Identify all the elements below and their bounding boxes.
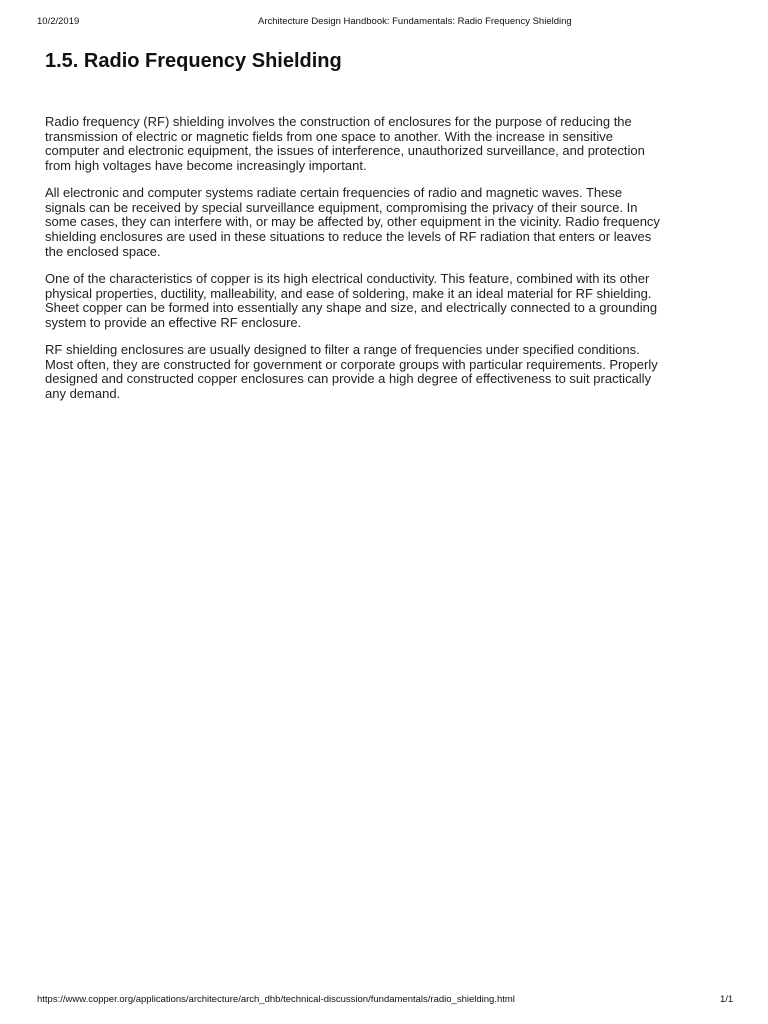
paragraph-line: physical properties, ductility, malleability, and ease of soldering, make it an ideal material for RF shielding. xyxy=(45,285,652,301)
paragraph-line: Most often, they are constructed for government or corporate groups with particular requirements. Properly xyxy=(45,356,658,372)
paragraph-line: RF shielding enclosures are usually designed to filter a range of frequencies under specified conditions. xyxy=(45,342,640,358)
paragraph-line: the enclosed space. xyxy=(45,243,161,259)
paragraph-line: from high voltages have become increasingly important. xyxy=(45,157,367,173)
paragraph-line: some cases, they can interfere with, or may be affected by, other equipment in the vicinity. Radio frequency xyxy=(45,214,660,230)
paragraph-line: All electronic and computer systems radiate certain frequencies of radio and magnetic waves. These xyxy=(45,185,623,201)
print-footer-url: https://www.copper.org/applications/architecture/arch_dhb/technical-discussion/fundamentals/radio_shielding.html xyxy=(37,994,515,1005)
paragraph-line: Radio frequency (RF) shielding involves the construction of enclosures for the purpose of reducing the xyxy=(45,114,632,129)
paragraph-1 xyxy=(45,115,735,173)
paragraph-line: any demand. xyxy=(45,385,121,401)
print-header-date: 10/2/2019 xyxy=(37,16,80,27)
paragraph-line: Sheet copper can be formed into essentially any shape and size, and electrically connected to a grounding xyxy=(45,300,658,316)
paragraph-line: signals can be received by special surveillance equipment, compromising the privacy of their source. In xyxy=(45,199,638,215)
paragraph-line: system to provide an effective RF enclosure. xyxy=(45,314,302,330)
paragraph-line: shielding enclosures are used in these situations to reduce the levels of RF radiation that enters or leaves xyxy=(45,228,652,244)
paragraph-4 xyxy=(45,343,735,401)
paragraph-2 xyxy=(45,186,735,259)
page-title: 1.5. Radio Frequency Shielding xyxy=(45,50,342,72)
paragraph-line: One of the characteristics of copper is its high electrical conductivity. This feature, combined with its other xyxy=(45,270,650,286)
print-footer-page-number: 1/1 xyxy=(720,994,734,1005)
paragraph-line: transmission of electric or magnetic fields from one space to another. With the increase in sensitive xyxy=(45,128,613,144)
paragraph-3 xyxy=(45,272,735,330)
article-body xyxy=(45,115,735,414)
paragraph-line: designed and constructed copper enclosures can provide a high degree of effectiveness to suit practically xyxy=(45,371,652,387)
paragraph-line: computer and electronic equipment, the issues of interference, unauthorized surveillance, and protection xyxy=(45,143,645,159)
print-header-title: Architecture Design Handbook: Fundamentals: Radio Frequency Shielding xyxy=(258,16,572,27)
